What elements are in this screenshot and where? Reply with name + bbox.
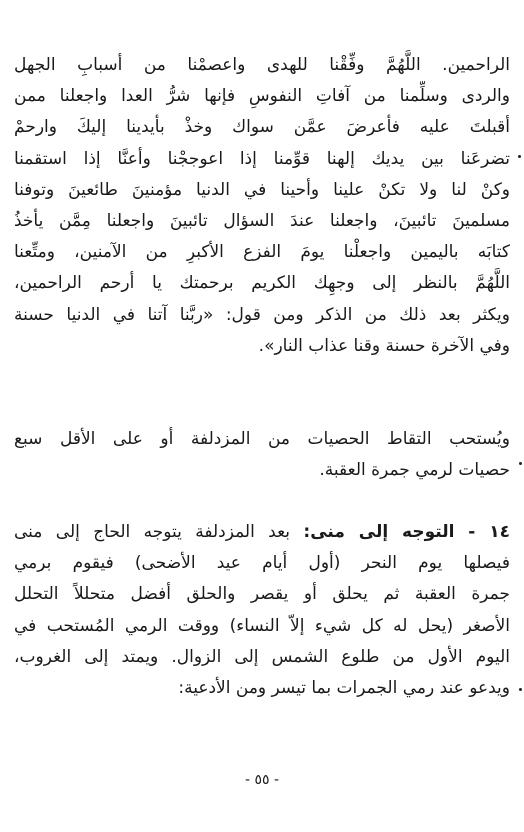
paragraph-pebbles xyxy=(14,424,510,486)
page-number: - ٥٥ - xyxy=(244,772,280,788)
text-line: مسلمينَ تائبينَ، واجعلنا عندَ السؤال تائبينَ واجعلنا مِمَّن يأخذُ xyxy=(14,210,510,231)
text-line: الأصغر (يحل له كل شيء إلاّ النساء) ووقت الرمي المُستحب في xyxy=(14,615,510,636)
section-going-to-mina xyxy=(14,517,510,704)
text-line: كتابَه باليمين واجعلْنا يومَ الفزع الأكبرِ من الآمنين، ومتِّعنا xyxy=(14,242,510,263)
text-line: وكنْ لنا ولا تكنْ علينا وأحينا في الدنيا مؤمنينَ طائعينَ وتوفنا xyxy=(14,179,510,200)
section-heading: ١٤ - التوجه إلى منى: xyxy=(303,522,510,542)
text-line: ويكثر بعد ذلك من الذكر ومن قول: «ربَّنا آتنا في الدنيا حسنة xyxy=(14,304,510,325)
text-run: بعد المزدلفة يتوجه الحاج إلى منى xyxy=(14,522,291,542)
text-line: ويُستحب التقاط الحصيات من المزدلفة أو على الأقل سبع xyxy=(14,429,510,449)
text-line: حصيات لرمي جمرة العقبة. xyxy=(319,460,510,481)
text-line: اليوم الأول من طلوع الشمس إلى الزوال. ويمتد إلى الغروب، xyxy=(14,646,510,667)
text-line: ويدعو عند رمي الجمرات بما تيسر ومن الأدعية: xyxy=(178,677,510,698)
text-line: فيصلها يوم النحر (أول أيام عيد الأضحى) فيقوم برمي xyxy=(14,553,510,574)
margin-mark xyxy=(518,155,521,158)
margin-mark xyxy=(519,688,522,691)
text-line: جمرة العقبة ثم يحلق أو يقصر والحلق أفضل متحللاً التحلل xyxy=(14,584,510,605)
paragraph-closing-prayer xyxy=(14,50,510,362)
text-line xyxy=(14,517,510,548)
text-line: أقبلتَ عليه فأعرضَ عمَّن سواك وخذْ بأيدينا إليكَ وارحمْ xyxy=(14,117,510,138)
text-line: والردى وسلِّمنا من آفاتِ النفوسِ فإنها شرُّ العدا واجعلنا ممن xyxy=(14,86,510,107)
text-line: اللَّهُمَّ بالنظر إلى وجهِك الكريم برحمتك يا أرحم الراحمين، xyxy=(14,273,510,294)
margin-mark xyxy=(519,462,522,465)
text-line: تضرعَنا بين يديك إلهنا قوِّمنا إذا اعوججْنا وأعنَّا إذا استقمنا xyxy=(14,148,510,169)
text-line: الراحمين. اللَّهُمَّ وفِّقْنا للهدى واعصمْنا من أسبابِ الجهل xyxy=(14,55,510,75)
text-line: وفي الآخرة حسنة وقنا عذاب النار». xyxy=(258,335,510,356)
